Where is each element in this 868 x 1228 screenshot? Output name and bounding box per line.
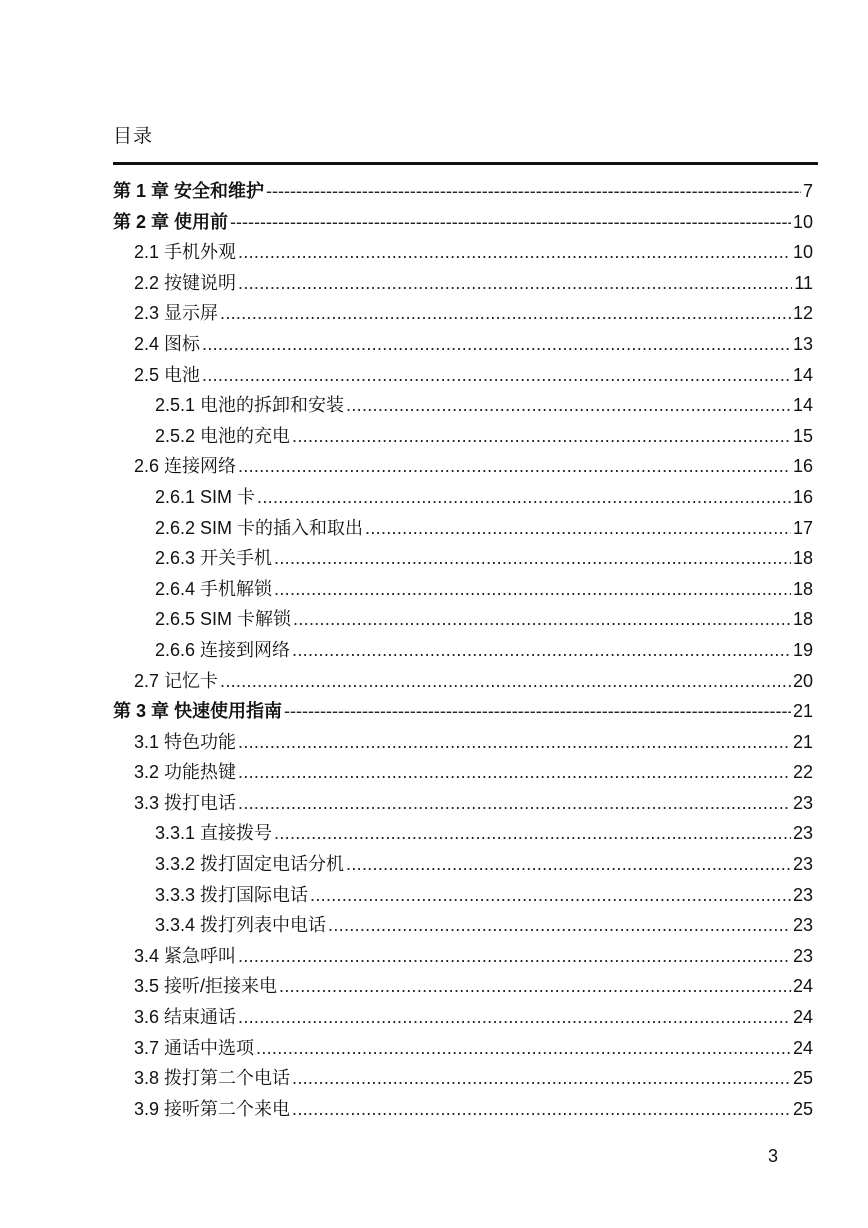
toc-leader <box>292 635 791 666</box>
toc-leader <box>292 1063 791 1094</box>
toc-leader <box>292 1094 791 1125</box>
toc-entry[interactable] <box>113 543 813 574</box>
toc-entry[interactable] <box>113 604 813 635</box>
toc-entry-label: 3.3.4 拨打列表中电话 <box>155 915 327 936</box>
toc-leader <box>328 910 791 941</box>
toc-entry-label: 2.6.1 SIM 卡 <box>155 486 256 507</box>
toc-entry-page: 23 <box>792 945 813 966</box>
toc-entry-page: 10 <box>792 242 813 263</box>
toc-entry-page: 12 <box>792 303 813 324</box>
toc-entry-label: 2.5.2 电池的充电 <box>155 425 291 446</box>
toc-entry[interactable] <box>113 482 813 513</box>
toc-entry-page: 14 <box>792 364 813 385</box>
toc-entry-page: 11 <box>794 272 813 293</box>
toc-entry[interactable] <box>113 574 813 605</box>
toc-entry[interactable] <box>113 1033 813 1064</box>
heading-rule <box>113 162 818 165</box>
toc-entry[interactable] <box>113 329 813 360</box>
toc-entry-page: 23 <box>792 854 813 875</box>
toc-entry[interactable] <box>113 390 813 421</box>
toc-leader <box>266 176 801 207</box>
toc-entry[interactable] <box>113 451 813 482</box>
toc-entry-page: 24 <box>792 976 813 997</box>
toc-entry-page: 14 <box>792 395 813 416</box>
toc-entry-label: 2.6.6 连接到网络 <box>155 639 291 660</box>
toc-entry-label: 3.6 结束通话 <box>134 1007 237 1028</box>
toc-entry-page: 18 <box>792 609 813 630</box>
toc-leader <box>202 360 791 391</box>
toc-entry[interactable] <box>113 941 813 972</box>
toc-entry-label: 2.6.4 手机解锁 <box>155 578 273 599</box>
toc-entry-page: 15 <box>792 425 813 446</box>
toc-leader <box>346 390 791 421</box>
toc-leader <box>220 666 791 697</box>
toc-entry-page: 21 <box>792 701 813 722</box>
toc-entry[interactable] <box>113 880 813 911</box>
toc-entry-label: 2.2 按键说明 <box>134 272 237 293</box>
toc-leader <box>310 880 791 911</box>
toc-entry-page: 7 <box>802 181 813 201</box>
toc-heading: 目录 <box>113 126 154 147</box>
toc-entry-label: 2.7 记忆卡 <box>134 670 219 691</box>
toc-entry-label: 2.5 电池 <box>134 364 201 385</box>
toc-entry-label: 3.3.2 拨打固定电话分机 <box>155 854 345 875</box>
toc-entry-page: 13 <box>792 333 813 354</box>
toc-entry[interactable] <box>113 1063 813 1094</box>
toc-entry[interactable] <box>113 176 813 207</box>
toc-entry-page: 18 <box>792 578 813 599</box>
toc-entry-label: 3.2 功能热键 <box>134 762 237 783</box>
toc-entry[interactable] <box>113 971 813 1002</box>
toc-entry-label: 2.3 显示屏 <box>134 303 219 324</box>
toc-leader <box>238 788 791 819</box>
toc-entry-label: 3.3.3 拨打国际电话 <box>155 884 309 905</box>
toc-leader <box>346 849 791 880</box>
toc-leader <box>274 818 791 849</box>
toc-leader <box>238 941 791 972</box>
toc-leader <box>238 757 791 788</box>
toc-entry-page: 23 <box>792 792 813 813</box>
toc-entry-page: 10 <box>792 211 813 232</box>
toc-entry-label: 3.9 接听第二个来电 <box>134 1098 291 1119</box>
toc-entry[interactable] <box>113 727 813 758</box>
toc-leader <box>238 1002 791 1033</box>
toc-leader <box>238 268 792 299</box>
toc-entry-label: 2.6.3 开关手机 <box>155 548 273 569</box>
toc-entry[interactable] <box>113 696 813 727</box>
toc-entry[interactable] <box>113 849 813 880</box>
toc-entry[interactable] <box>113 421 813 452</box>
toc-entry-page: 17 <box>792 517 813 538</box>
toc-leader <box>365 513 791 544</box>
toc-entry-page: 23 <box>792 884 813 905</box>
toc-entry[interactable] <box>113 1002 813 1033</box>
toc-entry[interactable] <box>113 237 813 268</box>
toc-entry[interactable] <box>113 818 813 849</box>
toc-leader <box>238 451 791 482</box>
toc-entry-label: 3.5 接听/拒接来电 <box>134 976 278 997</box>
toc-entry[interactable] <box>113 360 813 391</box>
toc-entry-label: 2.1 手机外观 <box>134 242 237 263</box>
toc-entry-label: 第 1 章 安全和维护 <box>113 181 265 201</box>
toc-entry-label: 2.6.2 SIM 卡的插入和取出 <box>155 517 364 538</box>
toc-entry-page: 19 <box>792 639 813 660</box>
page-number: 3 <box>768 1146 779 1166</box>
toc-entry-page: 22 <box>792 762 813 783</box>
toc-leader <box>256 1033 791 1064</box>
toc-leader <box>279 971 791 1002</box>
toc-entry-label: 2.6.5 SIM 卡解锁 <box>155 609 292 630</box>
toc-entry-page: 24 <box>792 1007 813 1028</box>
toc-entry[interactable] <box>113 757 813 788</box>
toc-entry-label: 2.4 图标 <box>134 333 201 354</box>
toc-entry-label: 第 3 章 快速使用指南 <box>113 701 283 722</box>
toc-entry-page: 18 <box>792 548 813 569</box>
toc-entry-page: 16 <box>792 456 813 477</box>
toc-leader <box>220 298 791 329</box>
toc-entry-label: 3.7 通话中选项 <box>134 1037 255 1058</box>
toc-entry-label: 3.1 特色功能 <box>134 731 237 752</box>
toc-entry-page: 23 <box>792 823 813 844</box>
toc-entry[interactable] <box>113 513 813 544</box>
toc-entry[interactable] <box>113 666 813 697</box>
toc-entry-page: 16 <box>792 486 813 507</box>
toc-entry-label: 2.5.1 电池的拆卸和安装 <box>155 395 345 416</box>
toc-leader <box>292 421 791 452</box>
toc-leader <box>238 727 791 758</box>
toc-entry[interactable] <box>113 788 813 819</box>
toc-leader <box>257 482 791 513</box>
toc-entry-label: 第 2 章 使用前 <box>113 211 229 232</box>
toc-entry-label: 3.4 紧急呼叫 <box>134 945 237 966</box>
toc-leader <box>284 696 791 727</box>
toc-entry-label: 3.3.1 直接拨号 <box>155 823 273 844</box>
toc-leader <box>274 543 791 574</box>
toc-entry-page: 21 <box>792 731 813 752</box>
toc-entry-label: 3.8 拨打第二个电话 <box>134 1068 291 1089</box>
toc-entry-page: 23 <box>792 915 813 936</box>
toc-entry[interactable] <box>113 268 813 299</box>
toc-entry[interactable] <box>113 1094 813 1125</box>
toc-entry-page: 25 <box>792 1068 813 1089</box>
toc-entry-page: 20 <box>792 670 813 691</box>
toc-entry[interactable] <box>113 635 813 666</box>
toc-entry-label: 3.3 拨打电话 <box>134 792 237 813</box>
toc-leader <box>202 329 791 360</box>
toc-entry[interactable] <box>113 910 813 941</box>
toc-entry[interactable] <box>113 207 813 238</box>
toc-entry-label: 2.6 连接网络 <box>134 456 237 477</box>
toc-entry-page: 25 <box>792 1098 813 1119</box>
toc-leader <box>238 237 791 268</box>
toc-entry[interactable] <box>113 298 813 329</box>
toc-entry-page: 24 <box>792 1037 813 1058</box>
toc-leader <box>230 207 791 238</box>
toc-leader <box>293 604 791 635</box>
toc-leader <box>274 574 791 605</box>
table-of-contents <box>113 176 813 1124</box>
